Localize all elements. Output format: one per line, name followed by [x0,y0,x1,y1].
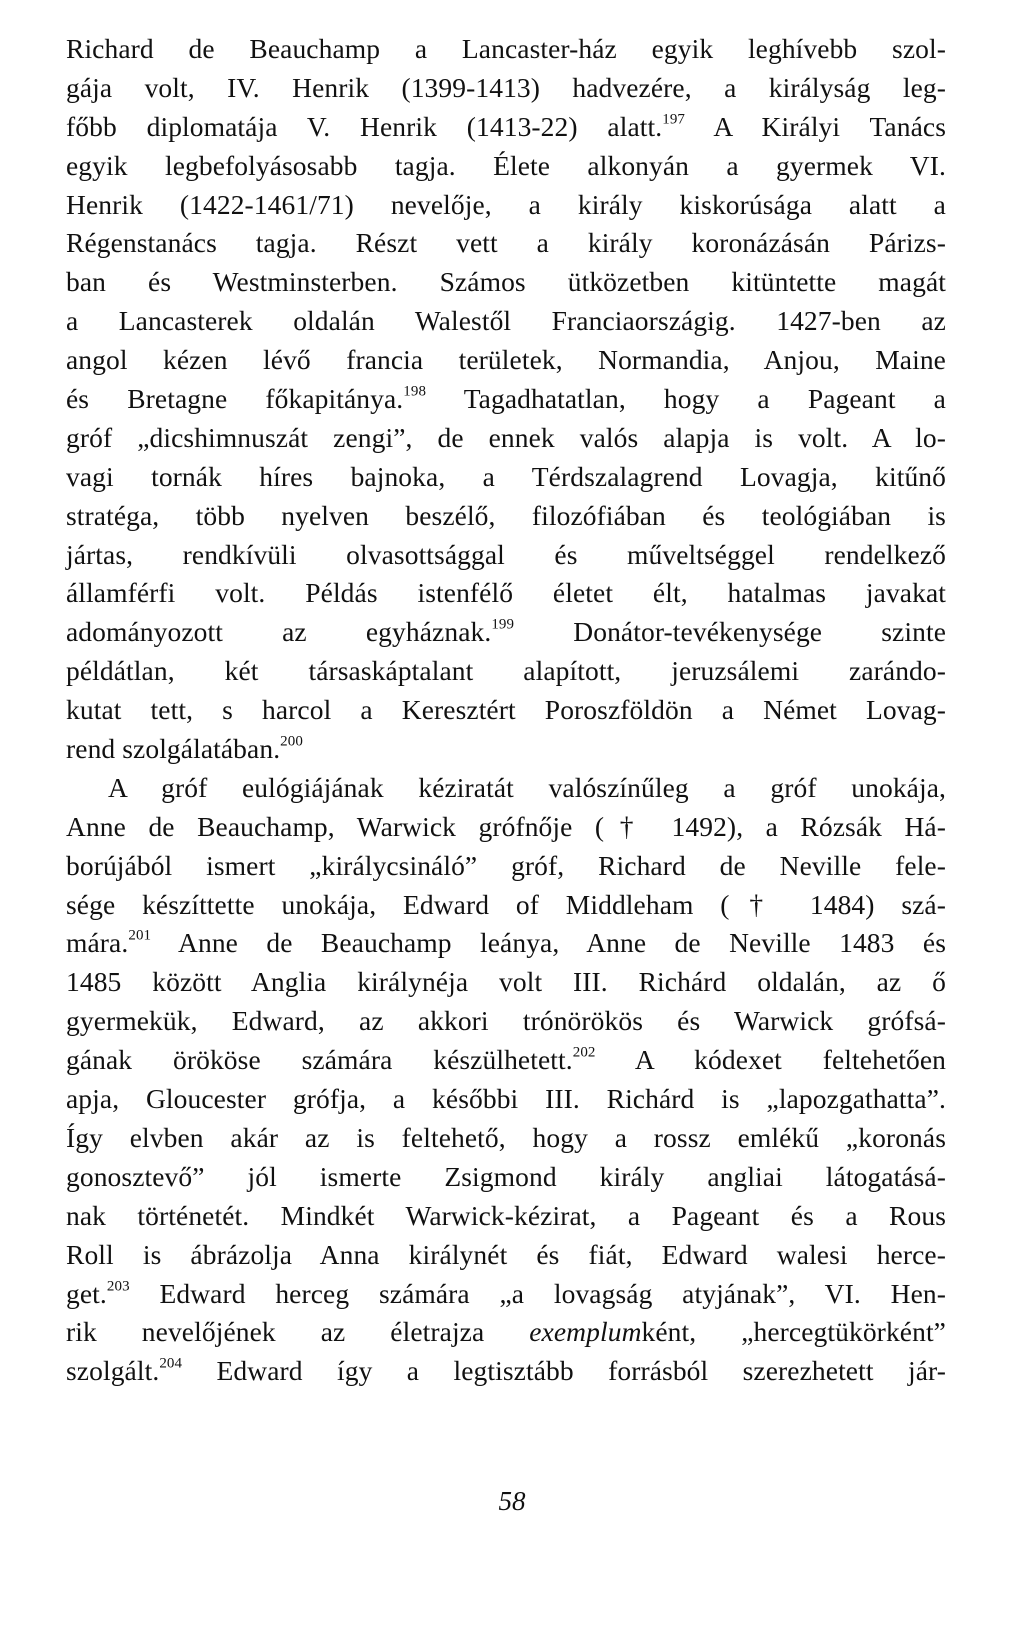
text-line: gróf „dicshimnuszát zengi”, de ennek valós alapja is volt. A lo- [66,421,946,453]
text-segment: Anne de Beauchamp leánya, Anne de Neville 1483 és [151,927,946,959]
text-line: jártas, rendkívüli olvasottsággal és műveltséggel rendelkező [66,538,946,570]
text-line: a Lancasterek oldalán Walestől Franciaországig. 1427-ben az [66,305,946,337]
text-line: gonosztevő” jól ismerte Zsigmond király angliai látogatásá- [66,1160,946,1192]
text-line: egyik legbefolyásosabb tagja. Élete alkonyán a gyermek VI. [66,149,946,181]
text-line: példátlan, két társaskáptalant alapított, jeruzsálemi zarándo- [66,655,946,687]
text-segment: és Bretagne főkapitánya. [66,383,404,415]
footnote-ref: 200 [280,733,303,750]
text-line: angol kézen lévő francia területek, Normandia, Anjou, Maine [66,344,946,376]
text-line [66,613,946,652]
text-segment: adományozott az egyháznak. [66,616,492,648]
text-segment: gának örököse számára készülhetett. [66,1044,573,1076]
text-line: nak történetét. Mindkét Warwick-kézirat, a Pageant és a Rous [66,1199,946,1231]
text-line: államférfi volt. Példás istenfélő életet élt, hatalmas javakat [66,577,946,609]
text-segment: rend szolgálatában. [66,733,281,765]
footnote-ref: 203 [106,1277,130,1294]
text-segment: ként, „hercegtükörként” [641,1316,946,1348]
page-number: 58 [498,1486,526,1516]
text-segment: mára. [66,927,129,959]
text-segment: szolgált. [66,1355,160,1387]
text-line [66,380,946,419]
footnote-ref: 204 [159,1355,183,1372]
body-text [66,30,946,1391]
text-line: sége készíttette unokája, Edward of Middleham († 1484) szá- [66,888,946,920]
text-segment: Tagadhatatlan, hogy a Pageant a [426,383,946,415]
footnote-ref: 199 [491,616,515,633]
text-line: Richard de Beauchamp a Lancaster-ház egyik leghívebb szol- [66,33,946,64]
text-line: apja, Gloucester grófja, a későbbi III. Richárd is „lapozgathatta”. [66,1083,946,1115]
footnote-ref: 197 [662,111,686,128]
text-line: kutat tett, s harcol a Keresztért Poroszföldön a Német Lovag- [66,694,946,726]
text-line: vagi tornák híres bajnoka, a Térdszalagrend Lovagja, kitűnő [66,460,946,492]
text-line: ban és Westminsterben. Számos ütközetben kitüntette magát [66,266,946,298]
text-segment: rik nevelőjének az életrajza [66,1316,530,1348]
text-line: Így elvben akár az is feltehető, hogy a rossz emlékű „koronás [66,1121,946,1153]
text-segment: A Királyi Tanács [685,110,946,142]
text-line: borújából ismert „királycsináló” gróf, Richard de Neville fele- [66,849,946,881]
text-segment: főbb diplomatája V. Henrik (1413-22) alatt. [66,110,663,142]
text-line: gyermekük, Edward, az akkori trónörökös és Warwick grófsá- [66,1005,946,1037]
footnote-ref: 201 [128,927,152,944]
text-line: Régenstanács tagja. Részt vett a király koronázásán Párizs- [66,227,946,259]
text-line [66,730,946,769]
text-segment: Donátor-tevékenysége szinte [514,616,946,648]
text-line: stratéga, több nyelven beszélő, filozófiában és teológiában is [66,499,946,531]
text-line: A gróf eulógiájának kéziratát valószínűleg a gróf unokája, [108,771,946,803]
footnote-ref: 198 [403,383,427,400]
text-line: 1485 között Anglia királynéja volt III. Richárd oldalán, az ő [66,966,946,998]
text-line: Anne de Beauchamp, Warwick grófnője († 1492), a Rózsák Há- [66,810,946,842]
text-line [66,1275,946,1314]
text-line [66,108,946,147]
text-line [66,1313,946,1352]
text-line [66,1041,946,1080]
italic-term: exemplum [529,1316,642,1348]
text-segment: A kódexet feltehetően [595,1044,946,1076]
text-line: Roll is ábrázolja Anna királynét és fiát, Edward walesi herce- [66,1238,946,1270]
footnote-ref: 202 [572,1044,596,1061]
text-line: Henrik (1422-1461/71) nevelője, a király kiskorúsága alatt a [66,188,946,220]
text-line [66,924,946,963]
text-line [66,1352,946,1391]
text-line: gája volt, IV. Henrik (1399-1413) hadvezére, a királyság leg- [66,71,946,103]
text-segment: get. [66,1277,107,1309]
text-segment: Edward így a legtisztább forrásból szerezhetett jár- [216,1355,946,1387]
text-segment: Edward herceg számára „a lovagság atyjának”, VI. Hen- [129,1277,946,1309]
